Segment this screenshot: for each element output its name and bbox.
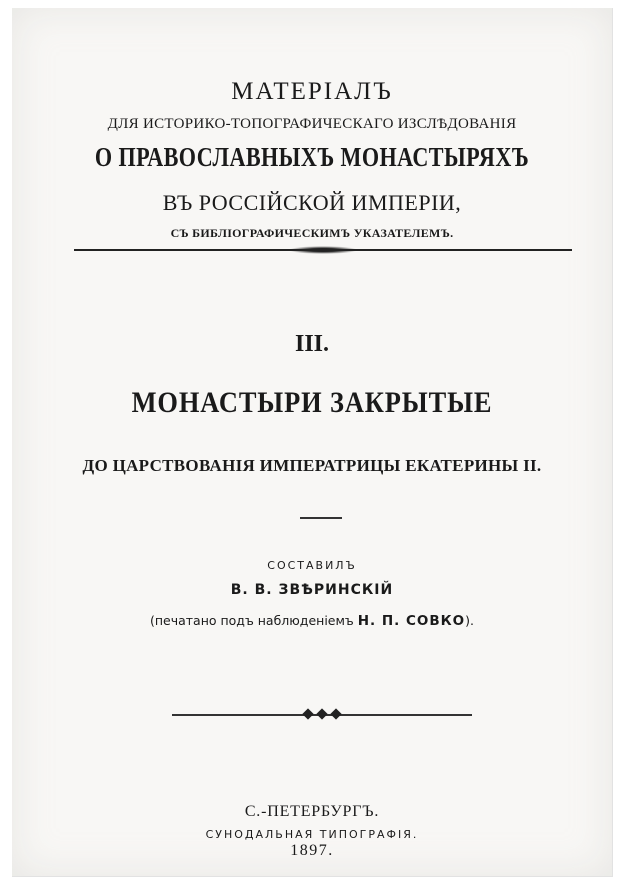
ornament-diamond (302, 708, 313, 719)
author-name: В. В. ЗВѢРИНСКІЙ (230, 582, 394, 598)
printed-under-line (12, 613, 612, 629)
printed-suffix: ). (465, 613, 475, 628)
main-title: О ПРАВОСЛАВНЫХЪ МОНАСТЫРЯХЪ (94, 142, 530, 172)
compiled-by-label: СОСТАВИЛЪ (267, 559, 357, 572)
volume-number: III. (294, 331, 330, 357)
short-divider (300, 517, 342, 519)
city: С.-ПЕТЕРБУРГЪ. (244, 803, 380, 820)
title-page (12, 8, 613, 877)
ornament-diamond (316, 708, 327, 719)
empire-line: ВЪ РОССІЙСКОЙ ИМПЕРІИ, (162, 190, 462, 215)
section-title: МОНАСТЫРИ ЗАКРЫТЫЕ (131, 386, 493, 419)
year: 1897. (290, 842, 334, 859)
bibliography-line: СЪ БИБЛІОГРАФИЧЕСКИМЪ УКАЗАТЕЛЕМЪ. (170, 226, 454, 240)
ornament-diamond (330, 708, 341, 719)
ornamental-divider (172, 714, 472, 716)
subtitle: ДЛЯ ИСТОРИКО-ТОПОГРАФИЧЕСКАГО ИЗСЛѢДОВАНІЯ (107, 116, 517, 132)
divider-rule (74, 249, 572, 251)
heading: МАТЕРІАЛЪ (231, 78, 393, 105)
editor-name: Н. П. СОВКО (357, 613, 466, 629)
reign-line: ДО ЦАРСТВОВАНІЯ ИМПЕРАТРИЦЫ ЕКАТЕРИНЫ II. (82, 456, 542, 475)
printing-house: СУНОДАЛЬНАЯ ТИПОГРАФІЯ. (205, 828, 419, 841)
printed-prefix: (печатано подъ наблюденіемъ (149, 613, 358, 628)
